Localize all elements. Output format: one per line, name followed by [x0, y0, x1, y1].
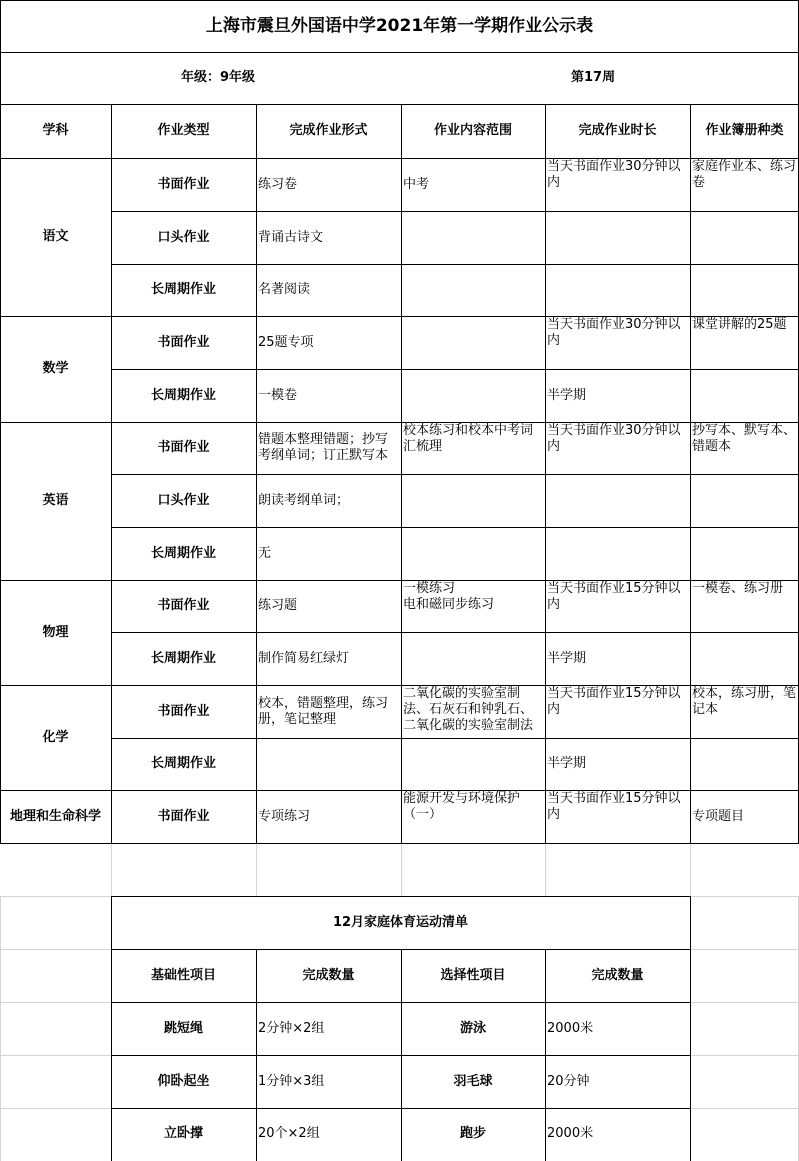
homework-book[interactable]: 抄写本、默写本、错题本	[692, 423, 797, 454]
sport-optional-count[interactable]: 20分钟	[547, 1073, 590, 1089]
homework-type[interactable]: 长周期作业	[150, 650, 216, 666]
header-duration[interactable]: 完成作业时长	[578, 123, 657, 138]
homework-form[interactable]: 制作简易红绿灯	[258, 650, 350, 666]
homework-type[interactable]: 长周期作业	[150, 545, 216, 561]
sport-basic-count[interactable]: 20个×2组	[258, 1126, 320, 1141]
homework-type[interactable]: 长周期作业	[150, 756, 216, 771]
border	[111, 896, 691, 897]
basic-item-header[interactable]: 基础性项目	[150, 967, 216, 983]
homework-form[interactable]: 25题专项	[258, 334, 314, 350]
border	[0, 790, 799, 791]
homework-type[interactable]: 书面作业	[157, 176, 210, 192]
gridline	[690, 1108, 799, 1109]
homework-type[interactable]: 口头作业	[157, 492, 210, 508]
border	[0, 580, 799, 581]
homework-book[interactable]: 专项题目	[692, 808, 745, 824]
border	[0, 104, 799, 105]
homework-type[interactable]: 口头作业	[157, 229, 210, 245]
homework-duration[interactable]	[545, 474, 690, 527]
gridline	[0, 1055, 111, 1056]
border	[0, 158, 799, 159]
homework-scope[interactable]	[401, 738, 545, 790]
homework-duration[interactable]: 当天书面作业30分钟以内	[547, 159, 681, 190]
homework-book[interactable]: 一模卷、练习册	[692, 581, 784, 596]
border	[690, 896, 691, 1161]
homework-scope[interactable]: 能源开发与环境保护（一）	[403, 791, 521, 822]
homework-form[interactable]: 朗读考纲单词；	[258, 492, 350, 508]
homework-form[interactable]: 错题本整理错题；抄写考纲单词；订正默写本	[258, 432, 389, 463]
gridline	[690, 1002, 799, 1003]
border	[256, 949, 257, 1161]
gridline	[111, 843, 112, 897]
homework-book[interactable]	[690, 738, 799, 790]
homework-scope[interactable]	[401, 264, 545, 316]
homework-form[interactable]	[256, 738, 401, 790]
border	[0, 52, 799, 53]
homework-scope[interactable]	[401, 474, 545, 527]
homework-scope[interactable]	[401, 369, 545, 422]
homework-scope[interactable]	[401, 632, 545, 685]
subject-cell[interactable]: 语文	[42, 229, 69, 244]
homework-duration[interactable]: 当天书面作业15分钟以内	[547, 686, 681, 717]
sport-optional-count[interactable]: 2000米	[547, 1020, 594, 1036]
homework-duration[interactable]: 当天书面作业15分钟以内	[547, 791, 681, 822]
border	[111, 369, 799, 370]
homework-duration[interactable]: 当天书面作业30分钟以内	[547, 423, 681, 454]
gridline	[401, 843, 402, 897]
homework-form[interactable]: 练习卷	[258, 176, 298, 192]
subject-cell[interactable]: 地理和生命科学	[9, 808, 101, 824]
sport-basic-count[interactable]: 1分钟×3组	[258, 1073, 325, 1089]
subject-cell[interactable]: 数学	[42, 361, 69, 376]
homework-scope[interactable]: 一模练习 电和磁同步练习	[403, 581, 495, 612]
homework-type[interactable]: 书面作业	[157, 334, 210, 350]
subject-cell[interactable]: 英语	[42, 493, 69, 508]
homework-type[interactable]: 书面作业	[157, 808, 210, 824]
homework-type[interactable]: 长周期作业	[150, 387, 216, 403]
gridline	[690, 949, 799, 950]
homework-duration[interactable]: 当天书面作业30分钟以内	[547, 317, 681, 348]
count-header[interactable]: 完成数量	[302, 967, 355, 983]
homework-book[interactable]	[690, 211, 799, 264]
border	[111, 527, 799, 528]
homework-scope[interactable]: 二氧化碳的实验室制法、石灰石和钟乳石、二氧化碳的实验室制法	[403, 686, 534, 733]
subject-cell[interactable]: 物理	[42, 624, 69, 640]
border	[0, 0, 799, 1]
homework-duration[interactable]: 当天书面作业15分钟以内	[547, 581, 681, 612]
homework-form[interactable]: 一模卷	[258, 387, 298, 403]
sport-optional-item[interactable]: 游泳	[459, 1020, 486, 1036]
homework-form[interactable]: 背诵古诗文	[258, 229, 324, 245]
homework-duration[interactable]: 半学期	[547, 650, 587, 666]
homework-duration[interactable]: 半学期	[547, 756, 587, 771]
sport-basic-item[interactable]: 立卧撑	[163, 1126, 203, 1141]
border	[0, 685, 799, 686]
grade-label[interactable]: 年级：9年级	[181, 70, 256, 85]
gridline	[0, 949, 111, 950]
homework-duration[interactable]: 半学期	[547, 387, 587, 403]
header-book[interactable]: 作业簿册种类	[705, 123, 784, 138]
subject-cell[interactable]: 化学	[42, 729, 69, 745]
homework-book[interactable]: 课堂讲解的25题	[692, 317, 787, 332]
homework-book[interactable]	[690, 474, 799, 527]
homework-type[interactable]: 书面作业	[157, 598, 210, 613]
border	[111, 264, 799, 265]
homework-scope[interactable]: 中考	[403, 176, 430, 192]
gridline	[256, 843, 257, 897]
homework-duration[interactable]	[545, 264, 690, 316]
homework-scope[interactable]	[401, 211, 545, 264]
week-label[interactable]: 第17周	[571, 70, 616, 85]
border	[111, 211, 799, 212]
homework-scope[interactable]: 校本练习和校本中考词汇梳理	[403, 423, 534, 454]
border	[401, 949, 402, 1161]
homework-duration[interactable]	[545, 211, 690, 264]
homework-type[interactable]: 书面作业	[157, 440, 210, 455]
homework-form[interactable]: 无	[258, 545, 272, 561]
homework-type[interactable]: 长周期作业	[150, 282, 216, 297]
sport-optional-item[interactable]: 跑步	[459, 1126, 486, 1141]
gridline	[0, 896, 1, 1161]
border	[111, 896, 112, 1161]
homework-form[interactable]: 练习题	[258, 598, 298, 613]
sport-basic-count[interactable]: 2分钟×2组	[258, 1020, 325, 1036]
sport-optional-item[interactable]: 羽毛球	[453, 1073, 493, 1089]
sport-basic-item[interactable]: 仰卧起坐	[157, 1073, 210, 1089]
homework-scope[interactable]	[401, 527, 545, 580]
border	[545, 949, 546, 1161]
optional-item-header[interactable]: 选择性项目	[440, 967, 506, 983]
border	[0, 316, 799, 317]
sport-basic-item[interactable]: 跳短绳	[163, 1020, 203, 1036]
homework-book[interactable]: 家庭作业本、练习卷	[692, 159, 797, 190]
border	[111, 632, 799, 633]
gridline	[0, 1108, 111, 1109]
header-type[interactable]: 作业类型	[157, 123, 210, 138]
sport-optional-count[interactable]: 2000米	[547, 1126, 594, 1141]
gridline	[690, 1055, 799, 1056]
gridline	[0, 1002, 111, 1003]
border	[0, 843, 799, 844]
homework-duration[interactable]	[545, 527, 690, 580]
homework-form[interactable]: 名著阅读	[258, 282, 311, 297]
border	[111, 738, 799, 739]
homework-book[interactable]	[690, 632, 799, 685]
homework-book[interactable]	[690, 264, 799, 316]
border	[0, 422, 799, 423]
sport-title[interactable]: 12月家庭体育运动清单	[332, 914, 469, 930]
count-header-2[interactable]: 完成数量	[591, 967, 644, 983]
gridline	[545, 843, 546, 897]
homework-form[interactable]: 校本，错题整理，练习册，笔记整理	[258, 695, 389, 727]
sheet-title[interactable]: 上海市震旦外国语中学2021年第一学期作业公示表	[205, 16, 594, 36]
homework-book[interactable]	[690, 369, 799, 422]
homework-form[interactable]: 专项练习	[258, 808, 311, 824]
homework-scope[interactable]	[401, 316, 545, 369]
homework-type[interactable]: 书面作业	[157, 703, 210, 719]
header-scope[interactable]: 作业内容范围	[433, 123, 512, 138]
header-subject[interactable]: 学科	[42, 123, 69, 138]
gridline	[690, 843, 691, 897]
border	[111, 474, 799, 475]
header-form[interactable]: 完成作业形式	[289, 123, 368, 138]
homework-book[interactable]: 校本，练习册，笔记本	[692, 686, 797, 717]
homework-book[interactable]	[690, 527, 799, 580]
